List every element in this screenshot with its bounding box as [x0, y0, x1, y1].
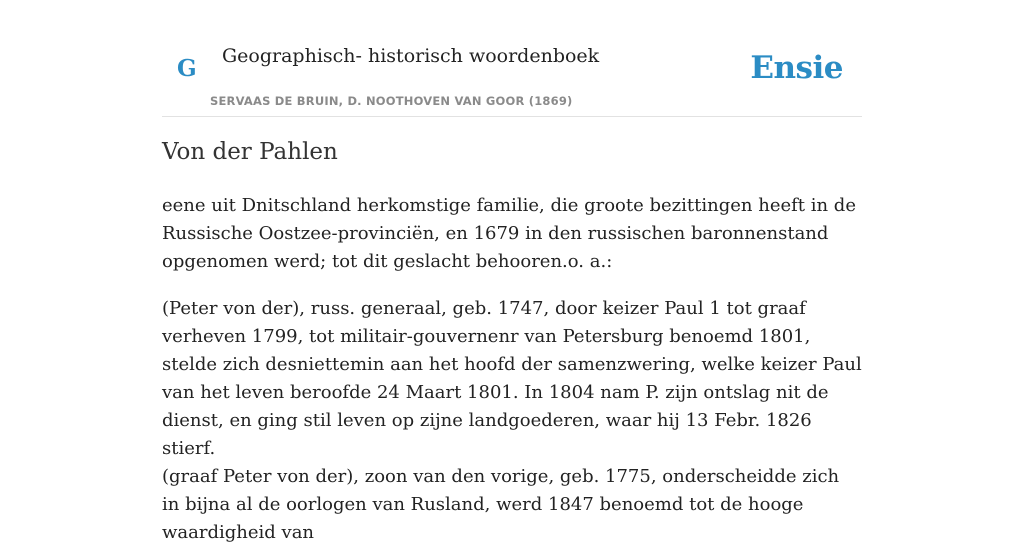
book-authors: SERVAAS DE BRUIN, D. NOOTHOVEN VAN GOOR (1869) — [210, 94, 573, 108]
book-title-link[interactable]: Geographisch- historisch woordenboek — [222, 45, 600, 67]
entry-paragraph: (graaf Peter von der), zoon van den vorige, geb. 1775, onderscheidde zich in bijna al de oorlogen van Rusland, werd 1847 benoemd tot de hooge waardigheid van — [162, 466, 840, 543]
book-letter-icon[interactable]: G — [177, 55, 197, 82]
entry-paragraph: (Peter von der), russ. generaal, geb. 1747, door keizer Paul 1 tot graaf verheven 1799, tot militair-gouvernenr van Petersburg benoemd 1801, stelde zich desniettemin aan het hoofd der samenzwering, welke keizer Paul van het leven beroofde 24 Maart 1801. In 1804 nam P. zijn ontslag nit de dienst, en ging stil leven op zijne landgoederen, waar hij 13 Febr. 1826 stierf. — [162, 298, 862, 459]
ensie-logo[interactable]: Ensie — [750, 50, 843, 86]
entry-paragraph: eene uit Dnitschland herkomstige familie, die groote bezittingen heeft in de Russische Oostzee-provinciën, en 1679 in den russischen baronnenstand opgenomen werd; tot dit geslacht behooren.o. a.: — [162, 195, 856, 272]
book-header — [162, 0, 862, 117]
entry-title: Von der Pahlen — [162, 139, 338, 165]
page-container — [162, 0, 862, 543]
